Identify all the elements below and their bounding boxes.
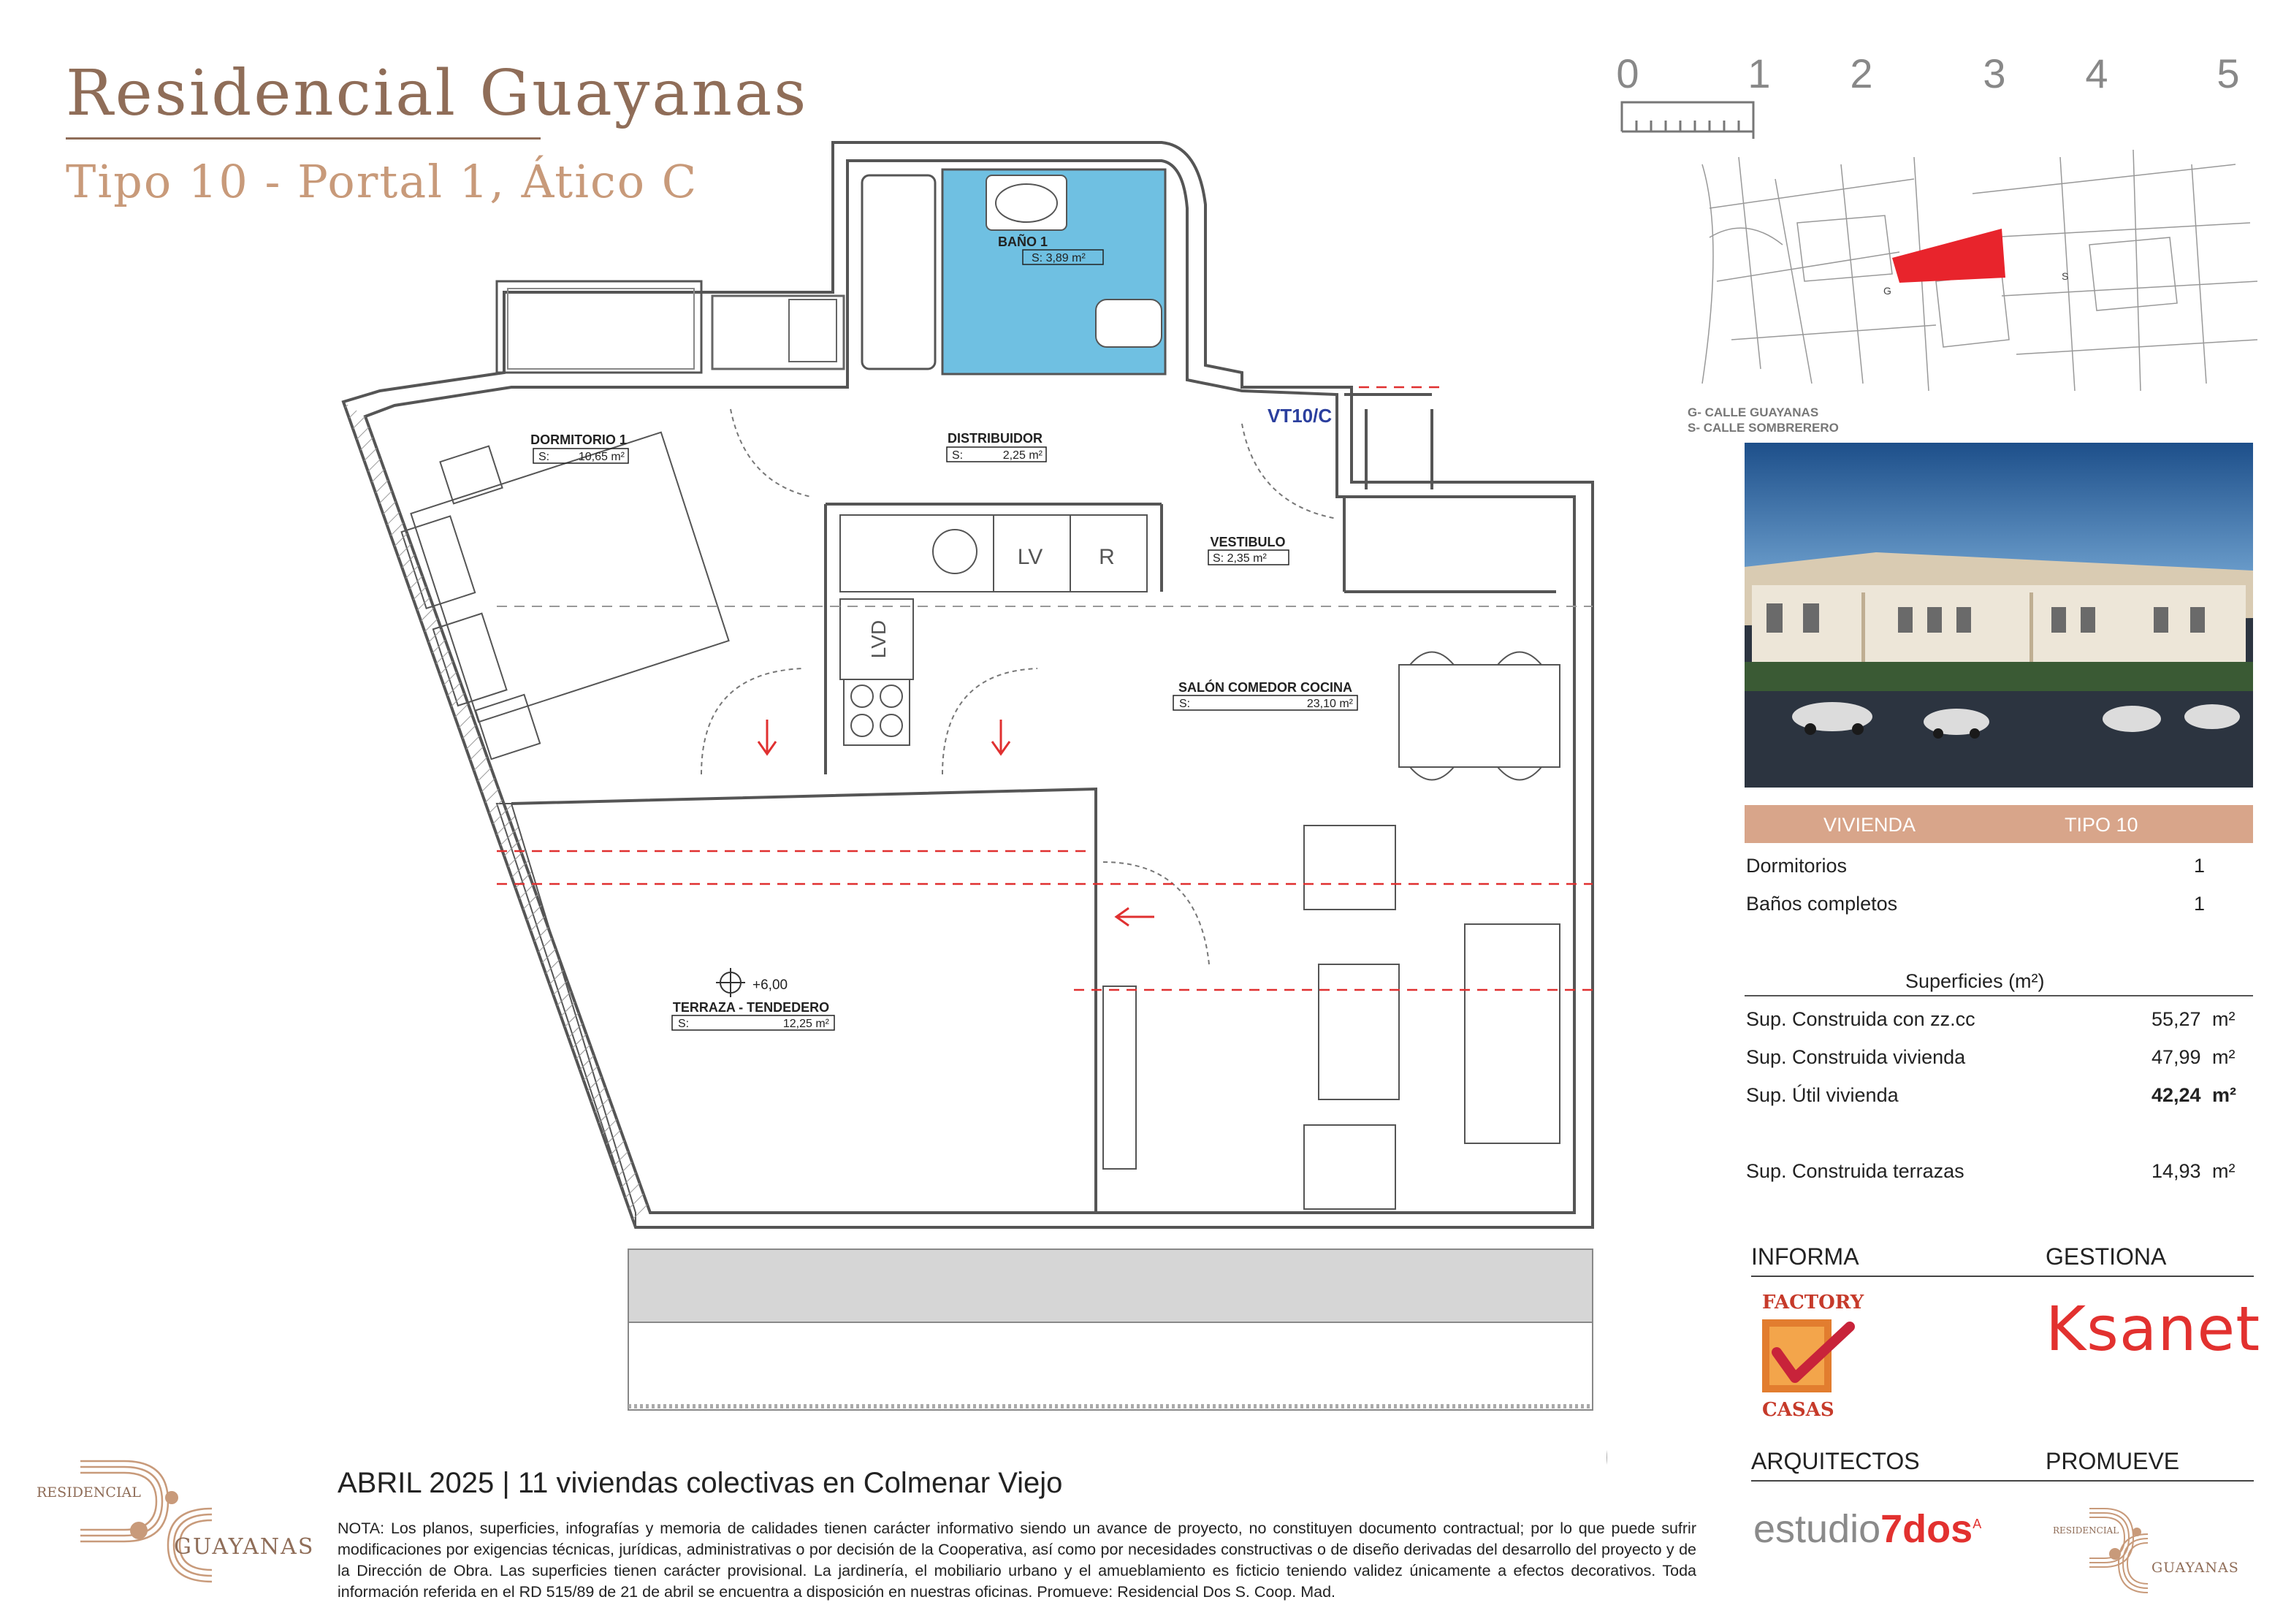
factory-logo-bottom: CASAS	[1762, 1399, 1834, 1421]
fridge-label: R	[1099, 545, 1115, 569]
ksanet-logo: Ksanet	[2046, 1293, 2261, 1365]
washbasin-bowl	[996, 184, 1057, 222]
coffee-table-icon	[1319, 964, 1399, 1099]
footer-logo-top: RESIDENCIAL	[37, 1484, 141, 1501]
surface-unit-util: m²	[2212, 1084, 2236, 1106]
surface-label-zzcc: Sup. Construida con zz.cc	[1746, 1008, 1975, 1030]
room-name-distribuidor: DISTRIBUIDOR	[948, 431, 1043, 446]
balcony-planter	[497, 281, 701, 373]
balcony-planter-inner	[508, 289, 694, 369]
street-band	[628, 1249, 1593, 1322]
surface-value-vivienda: 47,99	[2151, 1046, 2201, 1068]
surfaces-title: Superficies (m²)	[1905, 970, 2045, 992]
room-name-vestibulo: VESTIBULO	[1210, 535, 1286, 549]
summary-header-left: VIVIENDA	[1823, 814, 1916, 836]
dining-chair-4	[1498, 767, 1541, 780]
scale-bar	[1600, 44, 2257, 139]
surface-value-zzcc: 55,27	[2151, 1008, 2201, 1030]
location-map	[1695, 150, 2257, 391]
room-area-bano: S: 3,89 m²	[1032, 252, 1086, 264]
burner-2	[880, 685, 902, 707]
burner-3	[851, 714, 873, 736]
promueve-logo	[2046, 1494, 2250, 1604]
estudio-logo-mark: A	[1973, 1517, 1982, 1531]
surface-value-util: 42,24	[2151, 1084, 2201, 1106]
room-area-distribuidor: 2,25 m²	[1002, 449, 1043, 462]
dining-table-icon	[1399, 665, 1560, 767]
building-render	[1745, 443, 2253, 788]
room-name-salon: SALÓN COMEDOR COCINA	[1178, 680, 1352, 695]
room-area-prefix-dormitorio: S:	[538, 451, 550, 463]
site-highlight	[1892, 229, 2005, 283]
armchair-icon	[1304, 826, 1395, 910]
footer-logo-bottom: GUAYANAS	[174, 1534, 315, 1560]
legal-note: NOTA: Los planos, superficies, infografías y memoria de calidades tienen carácter informativo siendo un avance de proyecto, no constituyen documento contractual; por lo que puede sufrir modificaciones por exigencias técnicas, jurídicas, administrativas o por decisión de la Cooperativa, así como por necesidades constructivas o de diseño derivadas del desarrollo del proyecto y de la Dirección de Obra. Las superficies tienen carácter provisional. La jardinería, el mobiliario urbano y el amueblamiento es ficticio teniendo validez únicamente a efectos decorativos. Toda información referida en el RD 515/89 de 21 de abril se encuentra a disposición en nuestras oficinas. Promueve: Residencial Dos S. Coop. Mad.	[338, 1520, 1696, 1601]
burner-4	[880, 714, 902, 736]
sidewalk-band	[628, 1322, 1593, 1410]
nightstand-1	[440, 446, 502, 504]
summary-header-right: TIPO 10	[2065, 814, 2138, 836]
room-area-vestibulo: S: 2,35 m²	[1213, 552, 1267, 565]
room-area-dormitorio: 10,65 m²	[578, 451, 625, 463]
map-label-g: G	[1883, 285, 1891, 297]
sink-icon	[933, 530, 977, 573]
level-mark-value: +6,00	[752, 977, 788, 993]
footer-headline: ABRIL 2025 | 11 viviendas colectivas en Colmenar Viejo	[338, 1467, 1063, 1499]
dishwasher-label: LVD	[867, 620, 890, 659]
room-area-salon: 23,10 m²	[1306, 698, 1353, 710]
summary-value-banos: 1	[2194, 893, 2206, 915]
tv-unit-icon	[1103, 986, 1136, 1169]
surface-unit-zzcc: m²	[2212, 1008, 2236, 1030]
scale-tick-4: 4	[2085, 50, 2108, 96]
summary-label-dormitorios: Dormitorios	[1746, 855, 1848, 877]
section-lines	[497, 387, 1593, 990]
dining-chair-1	[1410, 652, 1454, 666]
surface-unit-terrazas: m²	[2212, 1160, 2236, 1182]
surface-value-terrazas: 14,93	[2151, 1160, 2201, 1182]
armchair-icon-2	[1304, 1125, 1395, 1209]
scale-tick-3: 3	[1983, 50, 2006, 96]
room-name-dormitorio: DORMITORIO 1	[530, 432, 627, 447]
informa-label: INFORMA	[1751, 1243, 1859, 1270]
laundry-niche	[712, 296, 844, 369]
washer-label: LV	[1017, 545, 1043, 569]
credits-rule-2	[1751, 1480, 2254, 1482]
factory-casas-logo	[1762, 1319, 1857, 1400]
estudio-logo	[1753, 1506, 1981, 1552]
unit-code: VT10/C	[1268, 405, 1333, 427]
arquitectos-label: ARQUITECTOS	[1751, 1448, 1920, 1474]
promueve-logo-bottom: GUAYANAS	[2151, 1560, 2239, 1576]
scale-tick-0: 0	[1616, 50, 1639, 96]
surface-label-util: Sup. Útil vivienda	[1746, 1084, 1899, 1106]
room-name-bano: BAÑO 1	[997, 235, 1048, 249]
laundry-appliance	[789, 300, 836, 362]
gestiona-label: GESTIONA	[2046, 1243, 2167, 1270]
map-legend-sombrerero: S- CALLE SOMBRERERO	[1688, 421, 1839, 435]
summary-header	[1745, 805, 2253, 843]
credits-rule-1	[1751, 1276, 2254, 1277]
promueve-label: PROMUEVE	[2046, 1448, 2180, 1474]
dining-chair-3	[1410, 767, 1454, 780]
map-legend-guayanas: G- CALLE GUAYANAS	[1688, 405, 1819, 419]
surface-label-terrazas: Sup. Construida terrazas	[1746, 1160, 1964, 1182]
sofa-icon	[1465, 924, 1560, 1143]
scale-tick-1: 1	[1747, 50, 1771, 96]
room-area-terraza: 12,25 m²	[782, 1018, 829, 1030]
summary-value-dormitorios: 1	[2194, 855, 2206, 877]
surface-unit-vivienda: m²	[2212, 1046, 2236, 1068]
estudio-logo-num: 7dos	[1880, 1507, 1973, 1551]
room-area-prefix-salon: S:	[1179, 698, 1191, 710]
summary-label-banos: Baños completos	[1746, 893, 1898, 915]
burner-1	[851, 685, 873, 707]
scale-tick-2: 2	[1850, 50, 1873, 96]
bathtub-icon	[862, 175, 935, 369]
factory-logo-top: FACTORY	[1762, 1292, 1864, 1314]
scale-tick-5: 5	[2217, 50, 2240, 96]
surface-label-vivienda: Sup. Construida vivienda	[1746, 1046, 1966, 1068]
map-label-s: S	[2062, 270, 2069, 282]
page-title: Residencial Guayanas	[66, 57, 809, 130]
room-area-prefix-terraza: S:	[678, 1018, 690, 1030]
dining-chair-2	[1498, 652, 1541, 666]
toilet-icon	[1096, 300, 1162, 347]
west-wall-hatch	[343, 402, 650, 1227]
residencial-logo	[44, 1446, 321, 1593]
promueve-logo-top: RESIDENCIAL	[2053, 1525, 2119, 1536]
page-subtitle: Tipo 10 - Portal 1, Ático C	[66, 155, 698, 208]
room-name-terraza: TERRAZA - TENDEDERO	[672, 1000, 830, 1015]
surfaces-rule	[1745, 995, 2253, 996]
room-area-prefix-distribuidor: S:	[952, 449, 964, 462]
estudio-logo-word: estudio	[1753, 1507, 1881, 1551]
